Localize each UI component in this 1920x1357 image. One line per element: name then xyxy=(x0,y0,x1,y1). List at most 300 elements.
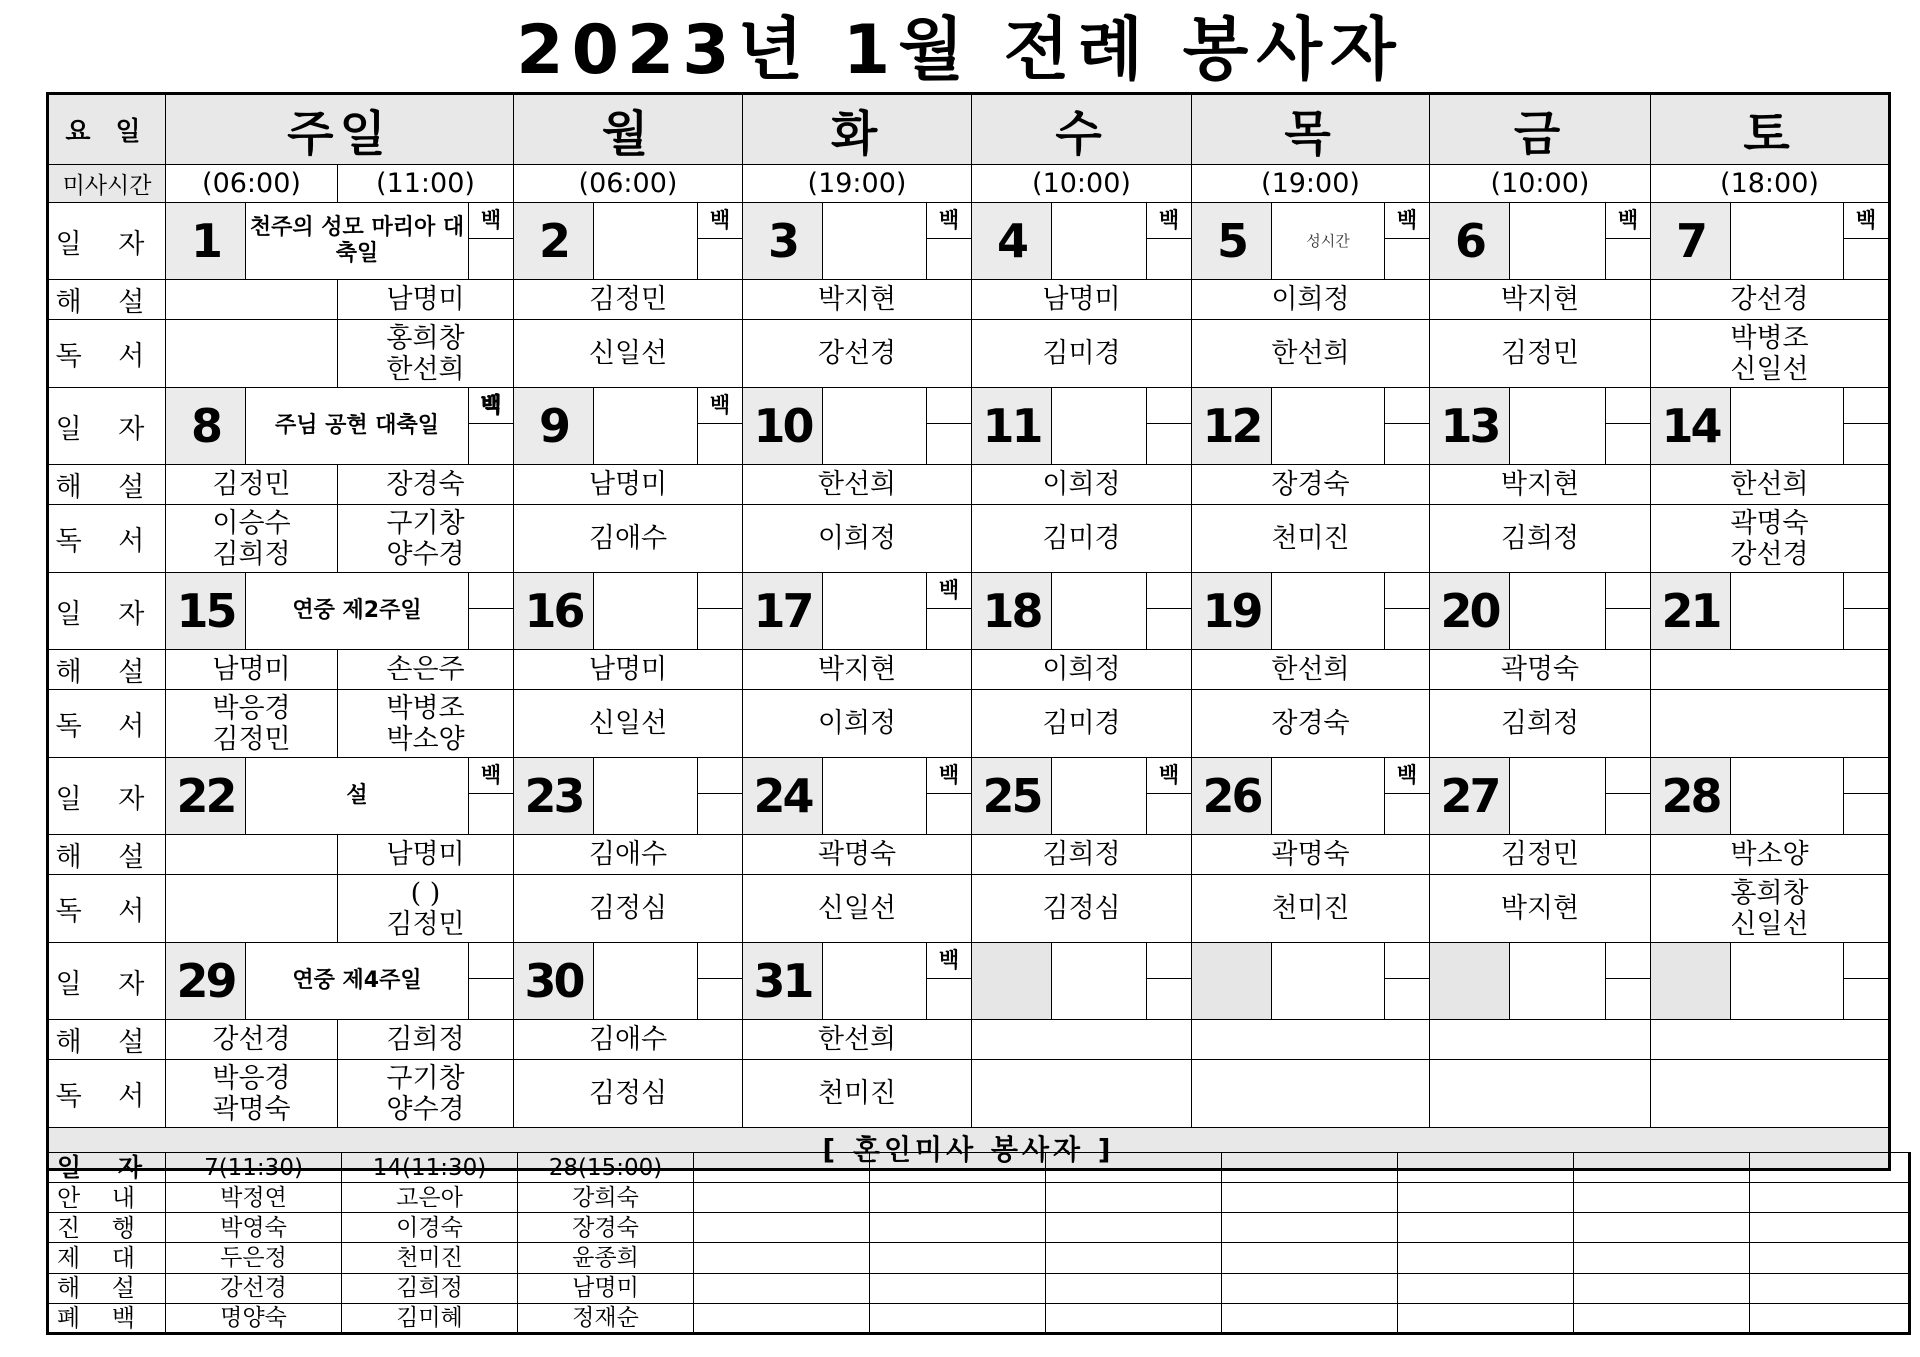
wedding-date xyxy=(1574,1153,1750,1183)
reading-cell xyxy=(1192,690,1430,758)
commentary-name xyxy=(972,1020,1192,1060)
commentary-name: 박소양 xyxy=(1651,835,1890,875)
vestment-color xyxy=(1843,388,1888,464)
vestment-color-label xyxy=(1844,758,1888,794)
date-cell xyxy=(743,203,972,280)
day-name: 금 xyxy=(1430,94,1651,165)
vestment-color-label: 백 xyxy=(1385,203,1429,239)
date-cell xyxy=(743,758,972,835)
wedding-role-name xyxy=(1750,1213,1910,1243)
date-box xyxy=(972,943,1191,1019)
date-cell xyxy=(1192,943,1430,1020)
wedding-date xyxy=(870,1153,1046,1183)
commentary-name: 이희정 xyxy=(972,465,1192,505)
reading-name: 김정민 xyxy=(1500,338,1580,369)
date-box xyxy=(972,573,1191,649)
vestment-color-label xyxy=(698,573,742,609)
date-box xyxy=(1651,203,1888,279)
vestment-color-label xyxy=(698,943,742,979)
reading-name: 곽명숙 xyxy=(212,1093,291,1125)
commentary-name: 김정민 xyxy=(1430,835,1651,875)
date-number: 25 xyxy=(972,758,1052,834)
date-note xyxy=(1510,388,1605,464)
vestment-color-label: 백 xyxy=(927,573,971,609)
wedding-role-label: 안 내 xyxy=(48,1183,166,1213)
date-box xyxy=(514,203,742,279)
reading-cell xyxy=(1651,875,1890,943)
vestment-color-label: 백 xyxy=(469,203,513,239)
wedding-role-row xyxy=(48,1183,1910,1213)
reading-name: 김정민 xyxy=(212,723,291,755)
reading-row xyxy=(48,1060,1890,1128)
commentary-row xyxy=(48,650,1890,690)
date-note xyxy=(594,943,697,1019)
reading-cell xyxy=(743,505,972,573)
vestment-color xyxy=(1605,943,1650,1019)
date-number: 18 xyxy=(972,573,1052,649)
wedding-role-name: 이경숙 xyxy=(342,1213,518,1243)
reading-name: 이승수 xyxy=(212,507,291,539)
commentary-name: 곽명숙 xyxy=(1430,650,1651,690)
vestment-color xyxy=(1384,388,1429,464)
date-cell xyxy=(166,943,514,1020)
reading-name: 김정심 xyxy=(588,1078,668,1109)
reading-cell xyxy=(166,320,338,388)
wedding-date: 7(11:30) xyxy=(166,1153,342,1183)
commentary-name: 김희정 xyxy=(338,1020,514,1060)
reading-cell xyxy=(1192,1060,1430,1128)
date-box xyxy=(743,388,971,464)
reading-name: 박응경 xyxy=(212,692,291,724)
vestment-color-label: 백 xyxy=(927,203,971,239)
commentary-name: 김애수 xyxy=(514,1020,743,1060)
reading-cell xyxy=(743,1060,972,1128)
reading-cell xyxy=(743,875,972,943)
reading-name: 구기창 xyxy=(386,507,465,539)
date-note: 주님 공현 대축일 xyxy=(274,413,440,438)
date-note xyxy=(1052,388,1146,464)
weekday-label: 요 일 xyxy=(48,94,166,165)
vestment-color xyxy=(468,758,513,834)
wedding-role-name xyxy=(1574,1183,1750,1213)
wedding-role-name xyxy=(1398,1183,1574,1213)
reading-name: 김희정 xyxy=(212,538,291,570)
reading-row xyxy=(48,690,1890,758)
wedding-date xyxy=(1222,1153,1398,1183)
wedding-date: 28(15:00) xyxy=(518,1153,694,1183)
wedding-date xyxy=(694,1153,870,1183)
date-cell xyxy=(1651,758,1890,835)
commentary-name: 곽명숙 xyxy=(1192,835,1430,875)
commentary-name: 남명미 xyxy=(338,280,514,320)
vestment-color xyxy=(697,388,742,464)
reading-name: 김정심 xyxy=(1042,893,1121,924)
reading-cell xyxy=(972,875,1192,943)
commentary-label: 해 설 xyxy=(48,835,166,875)
date-box xyxy=(1430,573,1650,649)
date-number: 3 xyxy=(743,203,823,279)
vestment-color xyxy=(468,388,513,464)
wedding-role-name xyxy=(1398,1273,1574,1303)
reading-label: 독 서 xyxy=(48,320,166,388)
reading-name: 강선경 xyxy=(817,338,897,369)
commentary-name: 한선희 xyxy=(743,465,972,505)
date-box xyxy=(1430,758,1650,834)
reading-cell xyxy=(972,1060,1192,1128)
date-number xyxy=(972,943,1052,1019)
vestment-color xyxy=(1384,573,1429,649)
date-note: 연중 제4주일 xyxy=(292,968,422,993)
vestment-color-label xyxy=(1606,573,1650,609)
date-box xyxy=(1192,388,1429,464)
date-number: 11 xyxy=(972,388,1052,464)
wedding-role-name xyxy=(1398,1213,1574,1243)
reading-cell xyxy=(1430,1060,1651,1128)
date-box xyxy=(972,388,1191,464)
reading-cell xyxy=(743,690,972,758)
mass-time-row xyxy=(48,165,1890,203)
date-number: 14 xyxy=(1651,388,1731,464)
vestment-color xyxy=(1605,758,1650,834)
date-number: 19 xyxy=(1192,573,1272,649)
vestment-color xyxy=(468,203,513,279)
wedding-role-name xyxy=(1046,1303,1222,1333)
date-note xyxy=(1272,943,1384,1019)
weekday-row xyxy=(48,94,1890,165)
reading-name: 박지현 xyxy=(1500,893,1580,924)
vestment-color xyxy=(697,573,742,649)
commentary-name: 한선희 xyxy=(1651,465,1890,505)
reading-name: 신일선 xyxy=(588,708,668,739)
vestment-color xyxy=(697,943,742,1019)
reading-name: 한선희 xyxy=(1271,338,1350,369)
wedding-role-row xyxy=(48,1213,1910,1243)
date-note xyxy=(1052,203,1146,279)
commentary-name xyxy=(1430,1020,1651,1060)
commentary-name: 장경숙 xyxy=(1192,465,1430,505)
wedding-role-name xyxy=(1222,1183,1398,1213)
wedding-role-name: 정재순 xyxy=(518,1303,694,1333)
commentary-name xyxy=(166,280,338,320)
vestment-color-label xyxy=(1844,388,1888,424)
vestment-color-label: 백 xyxy=(1844,203,1888,239)
page-title: 2023년 1월 전례 봉사자 xyxy=(516,11,1404,90)
wedding-role-name xyxy=(1574,1243,1750,1273)
date-note xyxy=(823,388,926,464)
wedding-table xyxy=(46,1152,1911,1335)
commentary-label: 해 설 xyxy=(48,280,166,320)
mass-time-label: 미사시간 xyxy=(48,165,166,203)
date-note xyxy=(1510,203,1605,279)
reading-name: 김미경 xyxy=(1042,338,1121,369)
day-name: 수 xyxy=(972,94,1192,165)
commentary-name: 박지현 xyxy=(1430,280,1651,320)
date-number: 15 xyxy=(166,573,246,649)
wedding-role-name xyxy=(1574,1213,1750,1243)
vestment-color xyxy=(1605,573,1650,649)
date-number: 29 xyxy=(166,943,246,1019)
date-cell xyxy=(1430,573,1651,650)
wedding-role-name: 강희숙 xyxy=(518,1183,694,1213)
commentary-label: 해 설 xyxy=(48,465,166,505)
date-box xyxy=(1192,573,1429,649)
date-box xyxy=(514,388,742,464)
commentary-name: 이희정 xyxy=(972,650,1192,690)
date-cell xyxy=(1651,943,1890,1020)
date-cell xyxy=(514,943,743,1020)
date-row xyxy=(48,203,1890,280)
vestment-color xyxy=(926,388,971,464)
day-name: 화 xyxy=(743,94,972,165)
date-cell xyxy=(166,203,514,280)
date-number: 13 xyxy=(1430,388,1510,464)
wedding-role-name: 윤종희 xyxy=(518,1243,694,1273)
vestment-color xyxy=(1384,943,1429,1019)
reading-row xyxy=(48,875,1890,943)
date-number: 4 xyxy=(972,203,1052,279)
wedding-role-name xyxy=(1574,1273,1750,1303)
vestment-color xyxy=(697,203,742,279)
date-box xyxy=(1430,943,1650,1019)
date-note xyxy=(1731,758,1843,834)
reading-cell xyxy=(1651,1060,1890,1128)
commentary-name: 김정민 xyxy=(514,280,743,320)
wedding-role-name xyxy=(870,1273,1046,1303)
vestment-color-label xyxy=(1385,943,1429,979)
wedding-role-name: 김희정 xyxy=(342,1273,518,1303)
wedding-role-name xyxy=(1574,1303,1750,1333)
reading-name: 박소양 xyxy=(386,723,465,755)
date-note xyxy=(1731,943,1843,1019)
reading-cell xyxy=(1430,320,1651,388)
reading-name: 홍희창 xyxy=(1730,877,1809,909)
date-box xyxy=(1651,758,1888,834)
date-number: 2 xyxy=(514,203,594,279)
wedding-role-name: 남명미 xyxy=(518,1273,694,1303)
mass-time: (19:00) xyxy=(743,165,972,203)
date-number: 24 xyxy=(743,758,823,834)
date-note: 연중 제2주일 xyxy=(292,598,422,623)
reading-name: 신일선 xyxy=(817,893,897,924)
date-note xyxy=(1272,758,1384,834)
date-box xyxy=(1192,203,1429,279)
date-box xyxy=(166,388,513,464)
reading-cell xyxy=(514,1060,743,1128)
commentary-label: 해 설 xyxy=(48,1020,166,1060)
date-label: 일 자 xyxy=(48,203,166,280)
date-box xyxy=(514,758,742,834)
wedding-role-name xyxy=(870,1183,1046,1213)
wedding-date-label: 일 자 xyxy=(48,1153,166,1183)
reading-cell xyxy=(514,320,743,388)
vestment-color-label: 백 xyxy=(1606,203,1650,239)
wedding-role-row xyxy=(48,1303,1910,1333)
wedding-role-name xyxy=(1750,1183,1910,1213)
vestment-color-label xyxy=(1385,573,1429,609)
wedding-date: 14(11:30) xyxy=(342,1153,518,1183)
wedding-role-name xyxy=(1046,1213,1222,1243)
date-number: 1 xyxy=(166,203,246,279)
vestment-color-label xyxy=(1606,388,1650,424)
wedding-date xyxy=(1398,1153,1574,1183)
reading-cell xyxy=(1192,505,1430,573)
date-number xyxy=(1430,943,1510,1019)
mass-time: (10:00) xyxy=(1430,165,1651,203)
date-number: 20 xyxy=(1430,573,1510,649)
date-note xyxy=(1052,573,1146,649)
vestment-color xyxy=(468,573,513,649)
reading-row xyxy=(48,320,1890,388)
reading-cell xyxy=(1192,875,1430,943)
wedding-role-name xyxy=(1222,1273,1398,1303)
date-cell xyxy=(166,573,514,650)
reading-name: 김희정 xyxy=(1500,523,1580,554)
reading-name: 양수경 xyxy=(386,538,465,570)
date-number: 5 xyxy=(1192,203,1272,279)
wedding-role-name xyxy=(694,1273,870,1303)
commentary-name: 김애수 xyxy=(514,835,743,875)
date-cell xyxy=(1192,758,1430,835)
commentary-name: 남명미 xyxy=(338,835,514,875)
date-cell xyxy=(514,573,743,650)
reading-label: 독 서 xyxy=(48,505,166,573)
wedding-role-name xyxy=(1398,1303,1574,1333)
reading-name: 천미진 xyxy=(817,1078,897,1109)
vestment-color xyxy=(1146,943,1191,1019)
reading-name: 박응경 xyxy=(212,1062,291,1094)
vestment-color-label xyxy=(1606,758,1650,794)
date-box xyxy=(514,943,742,1019)
reading-name: 장경숙 xyxy=(1271,708,1350,739)
reading-cell xyxy=(338,690,514,758)
date-number: 9 xyxy=(514,388,594,464)
commentary-name xyxy=(166,835,338,875)
vestment-color xyxy=(1843,943,1888,1019)
date-note xyxy=(594,758,697,834)
day-name: 월 xyxy=(514,94,743,165)
date-box xyxy=(972,203,1191,279)
mass-time: (18:00) xyxy=(1651,165,1890,203)
reading-label: 독 서 xyxy=(48,690,166,758)
wedding-role-row xyxy=(48,1273,1910,1303)
date-note xyxy=(1510,758,1605,834)
wedding-role-name: 김미혜 xyxy=(342,1303,518,1333)
commentary-name: 남명미 xyxy=(166,650,338,690)
reading-cell xyxy=(514,875,743,943)
wedding-role-label: 진 행 xyxy=(48,1213,166,1243)
date-cell xyxy=(1430,943,1651,1020)
date-box xyxy=(743,943,971,1019)
vestment-color xyxy=(1605,388,1650,464)
date-number: 16 xyxy=(514,573,594,649)
commentary-name: 강선경 xyxy=(166,1020,338,1060)
date-cell xyxy=(743,943,972,1020)
date-row xyxy=(48,758,1890,835)
reading-name: 곽명숙 xyxy=(1730,507,1809,539)
date-box xyxy=(743,758,971,834)
vestment-color xyxy=(1146,758,1191,834)
vestment-color-label xyxy=(1147,573,1191,609)
date-cell xyxy=(1192,388,1430,465)
wedding-role-name xyxy=(1222,1243,1398,1273)
date-box xyxy=(1192,943,1429,1019)
vestment-color xyxy=(1146,573,1191,649)
wedding-date xyxy=(1046,1153,1222,1183)
commentary-name: 남명미 xyxy=(972,280,1192,320)
date-cell xyxy=(1651,573,1890,650)
vestment-color xyxy=(1384,758,1429,834)
date-cell xyxy=(1430,203,1651,280)
date-note: 설 xyxy=(346,783,368,808)
mass-time: (19:00) xyxy=(1192,165,1430,203)
reading-cell xyxy=(1430,505,1651,573)
wedding-role-row xyxy=(48,1243,1910,1273)
date-number: 26 xyxy=(1192,758,1272,834)
vestment-color-label: 백 xyxy=(927,943,971,979)
date-number: 27 xyxy=(1430,758,1510,834)
wedding-header: [ 혼인미사 봉사자 ] xyxy=(48,1128,1890,1170)
date-label: 일 자 xyxy=(48,758,166,835)
date-number xyxy=(1651,943,1731,1019)
date-cell xyxy=(1430,758,1651,835)
date-number: 31 xyxy=(743,943,823,1019)
reading-name: 김미경 xyxy=(1042,523,1121,554)
wedding-role-name xyxy=(1046,1183,1222,1213)
date-cell xyxy=(166,388,514,465)
date-note xyxy=(1510,943,1605,1019)
vestment-color xyxy=(1384,203,1429,279)
vestment-color-label: 백 xyxy=(1147,758,1191,794)
commentary-name: 김정민 xyxy=(166,465,338,505)
date-box xyxy=(1651,573,1888,649)
commentary-label: 해 설 xyxy=(48,650,166,690)
reading-name: 천미진 xyxy=(1271,893,1350,924)
reading-cell xyxy=(972,320,1192,388)
day-name: 토 xyxy=(1651,94,1890,165)
date-note: 성시간 xyxy=(1306,232,1350,250)
wedding-role-name xyxy=(1222,1213,1398,1243)
wedding-role-name xyxy=(694,1183,870,1213)
reading-name: ( ) xyxy=(410,877,441,909)
reading-name: 신일선 xyxy=(1730,353,1809,385)
date-box xyxy=(1430,203,1650,279)
reading-name: 박병조 xyxy=(386,692,465,724)
wedding-role-name xyxy=(870,1243,1046,1273)
vestment-color-label xyxy=(1147,943,1191,979)
commentary-name: 남명미 xyxy=(514,650,743,690)
date-note xyxy=(1272,388,1384,464)
vestment-color xyxy=(1146,203,1191,279)
reading-name: 김희정 xyxy=(1500,708,1580,739)
date-number xyxy=(1192,943,1272,1019)
date-note xyxy=(594,203,697,279)
commentary-name: 박지현 xyxy=(1430,465,1651,505)
vestment-color-label: 백 xyxy=(927,758,971,794)
vestment-color-label xyxy=(698,758,742,794)
wedding-date xyxy=(1750,1153,1910,1183)
date-number: 28 xyxy=(1651,758,1731,834)
wedding-role-name xyxy=(1750,1303,1910,1333)
reading-name: 이희정 xyxy=(817,708,897,739)
wedding-role-name: 명양숙 xyxy=(166,1303,342,1333)
reading-cell xyxy=(338,320,514,388)
date-cell xyxy=(514,388,743,465)
vestment-color-label xyxy=(1844,943,1888,979)
date-cell xyxy=(1192,203,1430,280)
date-label: 일 자 xyxy=(48,573,166,650)
wedding-role-name: 고은아 xyxy=(342,1183,518,1213)
reading-name: 김애수 xyxy=(588,523,668,554)
